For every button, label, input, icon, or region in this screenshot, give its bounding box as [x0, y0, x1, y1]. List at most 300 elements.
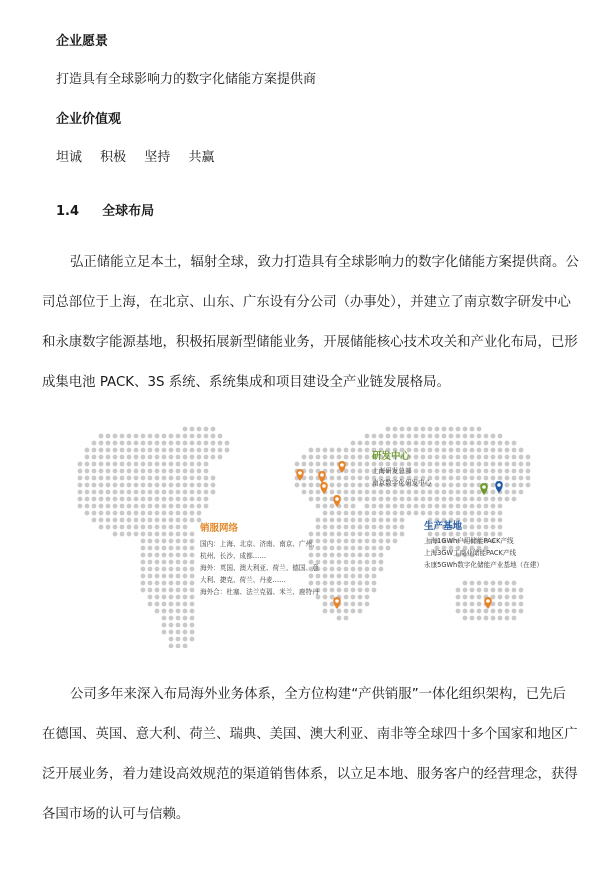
map-dot	[183, 469, 188, 474]
map-dot	[183, 602, 188, 607]
map-dot	[155, 483, 160, 488]
sales-network-line: 杭州、长沙、成都……	[200, 552, 266, 560]
map-dot	[505, 595, 510, 600]
map-dot	[99, 462, 104, 467]
map-dot	[372, 588, 377, 593]
map-dot	[498, 455, 503, 460]
map-dot	[148, 553, 153, 558]
map-dot	[141, 483, 146, 488]
map-dot	[456, 609, 461, 614]
map-dot	[323, 567, 328, 572]
map-dot	[330, 609, 335, 614]
map-dot	[337, 567, 342, 572]
map-dot	[204, 497, 209, 502]
map-dot	[176, 476, 181, 481]
section-heading	[56, 200, 154, 219]
paragraph-2-line: 泛开展业务，着力建设高效规范的渠道销售体系，以立足本地、服务客户的经营理念，获得	[42, 767, 578, 782]
map-dot	[456, 595, 461, 600]
map-dot	[477, 609, 482, 614]
map-dot	[358, 462, 363, 467]
map-dot	[463, 455, 468, 460]
map-dot	[183, 427, 188, 432]
map-dot	[477, 511, 482, 516]
map-dot	[141, 588, 146, 593]
map-dot	[169, 504, 174, 509]
map-dot	[435, 504, 440, 509]
map-dot	[148, 518, 153, 523]
map-dot	[351, 560, 356, 565]
map-dot	[183, 616, 188, 621]
map-dot	[127, 504, 132, 509]
map-dot	[176, 462, 181, 467]
map-dot	[526, 483, 531, 488]
section-number: 1.4	[56, 204, 80, 219]
map-dot	[330, 490, 335, 495]
map-dot	[358, 609, 363, 614]
map-dot	[365, 532, 370, 537]
map-dot	[190, 441, 195, 446]
map-dot	[393, 427, 398, 432]
map-dot	[92, 469, 97, 474]
map-dot	[113, 469, 118, 474]
map-dot	[484, 609, 489, 614]
map-dot	[372, 581, 377, 586]
map-dot	[134, 469, 139, 474]
map-dot	[330, 483, 335, 488]
map-dot	[148, 588, 153, 593]
map-dot	[204, 462, 209, 467]
map-dot	[351, 539, 356, 544]
map-dot	[225, 441, 230, 446]
map-dot	[351, 490, 356, 495]
map-dot	[386, 434, 391, 439]
map-dot	[302, 455, 307, 460]
map-dot	[155, 546, 160, 551]
map-dot	[512, 602, 517, 607]
map-dot	[190, 511, 195, 516]
map-dot	[176, 539, 181, 544]
map-dot	[134, 455, 139, 460]
map-dot	[176, 525, 181, 530]
map-dot	[176, 588, 181, 593]
map-dot	[162, 630, 167, 635]
map-dot	[470, 581, 475, 586]
map-dot	[155, 497, 160, 502]
map-dot	[372, 497, 377, 502]
map-dot	[484, 462, 489, 467]
production-base-line: 上海3GW工商业储能PACK产线	[424, 549, 517, 557]
map-dot	[323, 574, 328, 579]
map-dot	[330, 469, 335, 474]
map-dot	[463, 581, 468, 586]
map-dot	[106, 476, 111, 481]
sales-network-line: 大利、捷克、荷兰、丹麦……	[200, 576, 286, 584]
map-dot	[449, 427, 454, 432]
map-dot	[498, 616, 503, 621]
map-dot	[351, 441, 356, 446]
production-base-line: 永康5GWh数字化储能产业基地（在建）	[424, 561, 543, 569]
map-dot	[92, 483, 97, 488]
map-dot	[148, 455, 153, 460]
map-dot	[99, 525, 104, 530]
map-dot	[162, 441, 167, 446]
map-dot	[323, 560, 328, 565]
map-dot	[421, 441, 426, 446]
map-dot	[456, 434, 461, 439]
map-dot	[351, 595, 356, 600]
map-dot	[197, 511, 202, 516]
map-dot	[470, 490, 475, 495]
map-dot	[169, 497, 174, 502]
map-dot	[344, 567, 349, 572]
map-dot	[519, 462, 524, 467]
map-dot	[323, 504, 328, 509]
map-dot	[512, 483, 517, 488]
map-dot	[141, 497, 146, 502]
map-dot	[477, 497, 482, 502]
map-dot	[85, 483, 90, 488]
map-dot	[372, 553, 377, 558]
map-dot	[519, 588, 524, 593]
map-dot	[302, 462, 307, 467]
map-dot	[204, 504, 209, 509]
map-dot	[134, 511, 139, 516]
map-dot	[148, 469, 153, 474]
map-dot	[344, 455, 349, 460]
map-dot	[365, 511, 370, 516]
map-dot	[519, 476, 524, 481]
map-dot	[470, 504, 475, 509]
map-dot	[365, 588, 370, 593]
map-dot	[141, 574, 146, 579]
map-dot	[197, 427, 202, 432]
map-dot	[204, 476, 209, 481]
map-dot	[190, 455, 195, 460]
map-dot	[141, 448, 146, 453]
map-dot	[148, 441, 153, 446]
map-dot	[162, 574, 167, 579]
map-dot	[330, 518, 335, 523]
map-dot	[442, 483, 447, 488]
map-dot	[393, 434, 398, 439]
map-dot	[295, 483, 300, 488]
map-dot	[337, 448, 342, 453]
map-dot	[330, 511, 335, 516]
map-dot	[372, 560, 377, 565]
map-dot	[442, 476, 447, 481]
map-dot	[337, 588, 342, 593]
map-dot	[463, 469, 468, 474]
map-dot	[155, 504, 160, 509]
map-dot	[134, 483, 139, 488]
map-dot	[358, 497, 363, 502]
map-dot	[344, 546, 349, 551]
map-dot	[162, 567, 167, 572]
map-dot	[358, 546, 363, 551]
map-dot	[456, 427, 461, 432]
map-dot	[106, 462, 111, 467]
map-dot	[162, 595, 167, 600]
map-dot	[449, 469, 454, 474]
map-dot	[505, 490, 510, 495]
map-dot	[491, 490, 496, 495]
map-dot	[386, 518, 391, 523]
map-dot	[435, 427, 440, 432]
map-dot	[225, 448, 230, 453]
map-dot	[428, 497, 433, 502]
map-dot	[428, 441, 433, 446]
map-dot	[176, 490, 181, 495]
map-dot	[162, 553, 167, 558]
map-dot	[85, 462, 90, 467]
map-dot	[400, 525, 405, 530]
map-dot	[470, 609, 475, 614]
map-dot	[491, 469, 496, 474]
map-dot	[337, 518, 342, 523]
map-dot	[323, 553, 328, 558]
map-dot	[463, 462, 468, 467]
map-dot	[477, 448, 482, 453]
map-dot	[358, 581, 363, 586]
map-dot	[155, 602, 160, 607]
map-dot	[400, 490, 405, 495]
map-dot	[78, 504, 83, 509]
map-dot	[435, 490, 440, 495]
map-dot	[512, 609, 517, 614]
map-dot	[351, 525, 356, 530]
map-dot	[456, 602, 461, 607]
map-dot	[78, 462, 83, 467]
map-dot	[169, 602, 174, 607]
map-dot	[344, 539, 349, 544]
map-dot	[183, 476, 188, 481]
map-dot	[330, 504, 335, 509]
map-dot	[127, 483, 132, 488]
map-dot	[365, 483, 370, 488]
map-dot	[358, 588, 363, 593]
map-dot	[316, 455, 321, 460]
map-dot	[344, 581, 349, 586]
map-dot	[428, 434, 433, 439]
map-dot	[316, 497, 321, 502]
map-dot	[190, 560, 195, 565]
map-dot	[127, 511, 132, 516]
map-dot	[344, 602, 349, 607]
map-dot	[337, 525, 342, 530]
map-dot	[176, 511, 181, 516]
map-dot	[379, 553, 384, 558]
map-dot	[190, 602, 195, 607]
map-dot	[407, 497, 412, 502]
map-dot	[491, 476, 496, 481]
map-dot	[190, 504, 195, 509]
map-dot	[337, 581, 342, 586]
map-dot	[498, 497, 503, 502]
map-dot	[141, 511, 146, 516]
map-dot	[498, 609, 503, 614]
map-dot	[358, 455, 363, 460]
map-dot	[477, 616, 482, 621]
map-dot	[120, 462, 125, 467]
map-dot	[470, 588, 475, 593]
map-dot	[78, 483, 83, 488]
map-dot	[386, 546, 391, 551]
map-dot	[183, 532, 188, 537]
map-dot	[169, 441, 174, 446]
map-dot	[134, 476, 139, 481]
map-dot	[498, 504, 503, 509]
map-dot	[127, 476, 132, 481]
map-dot	[505, 497, 510, 502]
map-dot	[176, 581, 181, 586]
map-dot	[351, 588, 356, 593]
paragraph-2-line: 各国市场的认可与信赖。	[42, 807, 190, 822]
map-dot	[176, 504, 181, 509]
map-dot	[498, 469, 503, 474]
map-dot	[127, 497, 132, 502]
map-dot	[113, 532, 118, 537]
map-dot	[183, 518, 188, 523]
map-dot	[491, 434, 496, 439]
map-dot	[183, 574, 188, 579]
map-dot	[491, 609, 496, 614]
map-dot	[463, 434, 468, 439]
map-dot	[323, 462, 328, 467]
map-dot	[85, 469, 90, 474]
map-dot	[414, 497, 419, 502]
map-dot	[169, 630, 174, 635]
map-dot	[162, 616, 167, 621]
map-dot	[442, 469, 447, 474]
map-dot	[155, 525, 160, 530]
map-dot	[358, 553, 363, 558]
map-dot	[106, 525, 111, 530]
map-dot	[141, 532, 146, 537]
map-dot	[148, 539, 153, 544]
map-dot	[190, 490, 195, 495]
map-dot	[127, 455, 132, 460]
map-dot	[351, 511, 356, 516]
map-dot	[400, 518, 405, 523]
map-dot	[393, 490, 398, 495]
map-dot	[344, 511, 349, 516]
map-dot	[323, 455, 328, 460]
sales-network-block	[200, 520, 319, 598]
map-dot	[435, 476, 440, 481]
map-dot	[414, 490, 419, 495]
map-dot	[449, 462, 454, 467]
map-dot	[330, 574, 335, 579]
map-dot	[218, 455, 223, 460]
map-dot	[449, 511, 454, 516]
map-dot	[435, 434, 440, 439]
map-dot	[365, 434, 370, 439]
map-dot	[484, 581, 489, 586]
map-dot	[106, 504, 111, 509]
map-dot	[442, 434, 447, 439]
map-dot	[358, 441, 363, 446]
map-dot	[351, 469, 356, 474]
map-dot	[169, 490, 174, 495]
map-dot	[463, 497, 468, 502]
map-dot	[365, 490, 370, 495]
map-dot	[379, 532, 384, 537]
map-dot	[176, 469, 181, 474]
map-dot	[519, 490, 524, 495]
map-dot	[316, 448, 321, 453]
map-dot	[148, 497, 153, 502]
map-dot	[456, 469, 461, 474]
paragraph-1-line: 和永康数字能源基地，积极拓展新型储能业务，开展储能核心技术攻关和产业化布局，已形	[42, 335, 578, 350]
map-dot	[372, 539, 377, 544]
map-dot	[505, 476, 510, 481]
production-base-line: 上海1GWh户用储能PACK产线	[424, 537, 514, 545]
map-dot	[456, 483, 461, 488]
map-dot	[316, 483, 321, 488]
map-dot	[337, 560, 342, 565]
map-dot	[456, 504, 461, 509]
map-dot	[120, 441, 125, 446]
map-dot	[512, 441, 517, 446]
map-dot	[358, 574, 363, 579]
map-dot	[358, 511, 363, 516]
map-dot	[309, 455, 314, 460]
map-dot	[169, 588, 174, 593]
map-dot	[92, 448, 97, 453]
map-dot	[358, 476, 363, 481]
map-dot	[113, 448, 118, 453]
map-dot	[141, 518, 146, 523]
map-dot	[106, 490, 111, 495]
map-dot	[120, 469, 125, 474]
map-dot	[211, 441, 216, 446]
map-dot	[155, 560, 160, 565]
map-dot	[148, 574, 153, 579]
map-dot	[470, 455, 475, 460]
map-dot	[484, 616, 489, 621]
map-dot	[379, 497, 384, 502]
map-dot	[204, 427, 209, 432]
map-dot	[526, 476, 531, 481]
map-dot	[162, 609, 167, 614]
map-dot	[169, 532, 174, 537]
map-dot	[477, 602, 482, 607]
map-dot	[183, 630, 188, 635]
map-dot	[120, 511, 125, 516]
map-dot	[211, 476, 216, 481]
map-dot	[330, 448, 335, 453]
map-dot	[449, 490, 454, 495]
map-dot	[99, 490, 104, 495]
map-dot	[337, 609, 342, 614]
map-dot	[162, 490, 167, 495]
map-dot	[155, 532, 160, 537]
map-dot	[351, 567, 356, 572]
map-dot	[463, 504, 468, 509]
map-dot	[358, 518, 363, 523]
map-dot	[190, 574, 195, 579]
map-dot	[197, 476, 202, 481]
map-dot	[106, 448, 111, 453]
map-dot	[190, 546, 195, 551]
map-dot	[337, 490, 342, 495]
map-dot	[106, 511, 111, 516]
map-dot	[358, 469, 363, 474]
map-dot	[176, 602, 181, 607]
map-dot	[197, 462, 202, 467]
map-dot	[127, 441, 132, 446]
map-dot	[134, 434, 139, 439]
